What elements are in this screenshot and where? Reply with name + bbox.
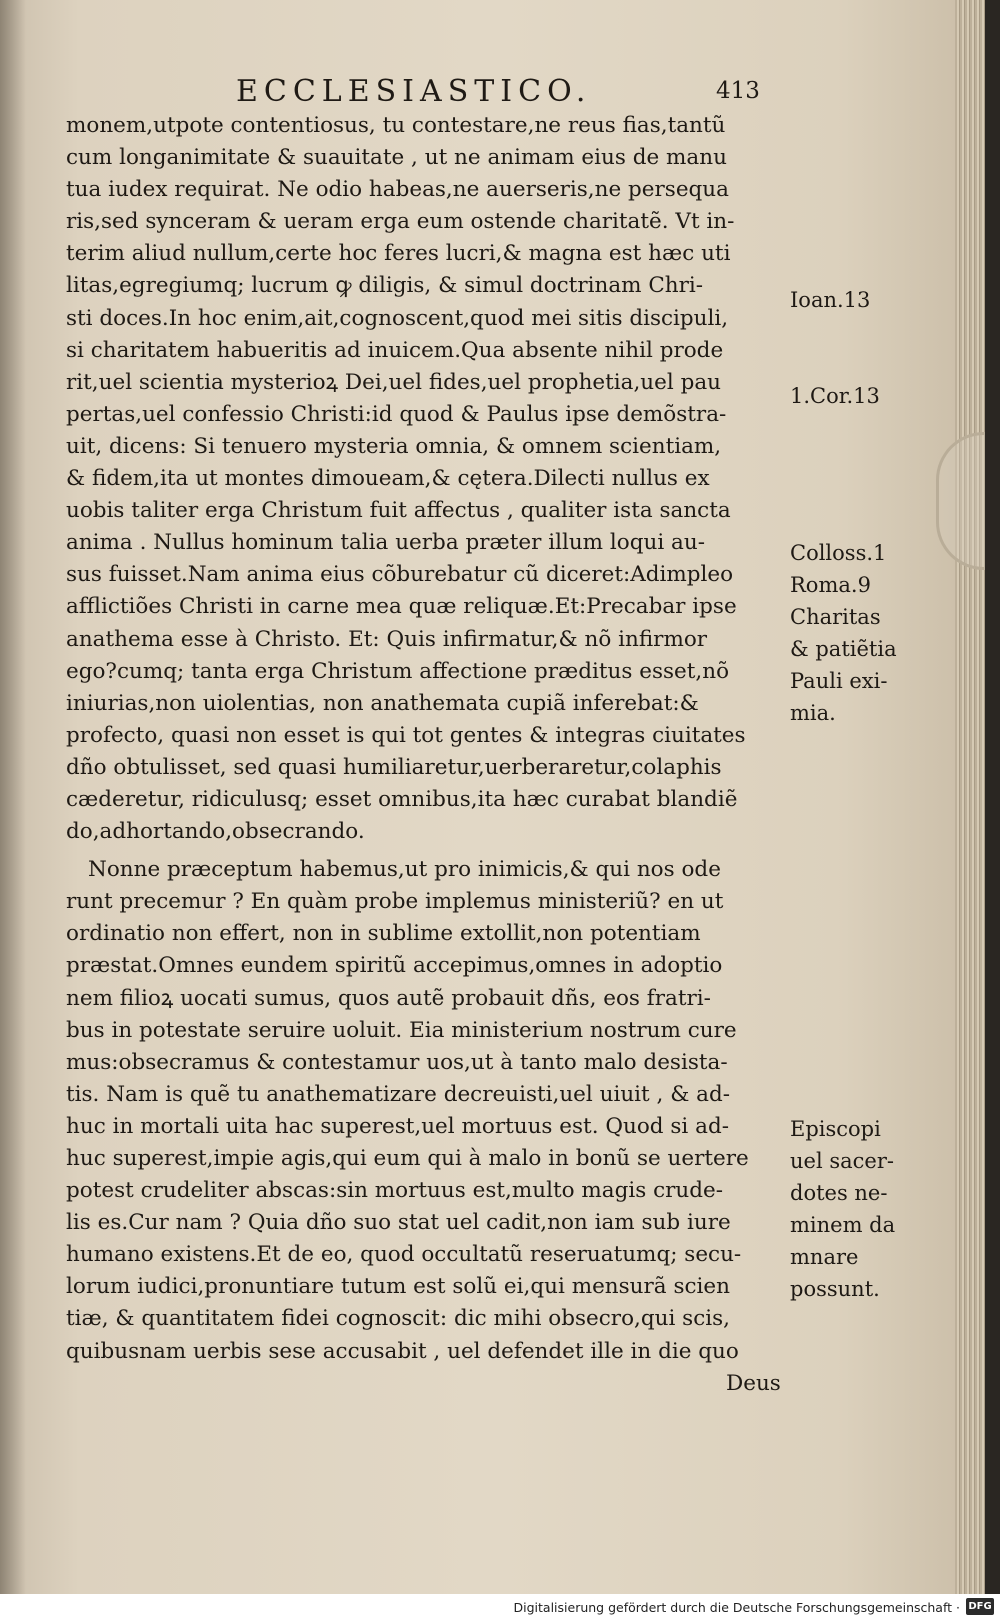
text-line: terim aliud nullum,certe hoc feres lucri,& magna est hæc uti bbox=[66, 241, 731, 267]
book-clasp bbox=[936, 432, 985, 570]
page-edge-stack bbox=[955, 0, 985, 1594]
text-line: potest crudeliter abscas:sin mortuus est,multo magis crude- bbox=[66, 1178, 723, 1204]
page-header bbox=[236, 74, 796, 114]
text-line: humano existens.Et de eo, quod occultatũ reseruatumq; secu- bbox=[66, 1242, 742, 1268]
text-line: anathema esse à Christo. Et: Quis infirmatur,& nõ infirmor bbox=[66, 626, 708, 652]
text-line: rit,uel scientia mysterioꝝ Dei,uel fides,uel prophetia,uel pau bbox=[66, 369, 722, 395]
text-line: mus:obsecramus & contestamur uos,ut à tanto malo desista- bbox=[66, 1049, 728, 1075]
text-line: sti doces.In hoc enim,ait,cognoscent,quod mei sitis discipuli, bbox=[66, 305, 729, 331]
text-line: tis. Nam is quẽ tu anathematizare decreuisti,uel uiuit , & ad- bbox=[66, 1081, 731, 1107]
text-line: & fidem,ita ut montes dimoueam,& cętera.Dilecti nullus ex bbox=[66, 466, 710, 492]
text-line: iniurias,non uiolentias, non anathemata cupiã inferebat:& bbox=[66, 690, 699, 716]
text-line: si charitatem habueritis ad inuicem.Qua absente nihil prode bbox=[66, 337, 724, 363]
text-line: ordinatio non effert, non in sublime extollit,non potentiam bbox=[66, 921, 701, 947]
text-line: dño obtulisset, sed quasi humiliaretur,uerberaretur,colaphis bbox=[66, 754, 722, 780]
margin-note-possunt: possunt. bbox=[790, 1277, 880, 1301]
text-line: huc superest,impie agis,qui eum qui à malo in bonũ se uertere bbox=[66, 1146, 749, 1171]
margin-note-cor: 1.Cor.13 bbox=[790, 384, 880, 408]
margin-note-minem: minem da bbox=[790, 1213, 896, 1237]
text-line: litas,egregiumq; lucrum ꝙ diligis, & simul doctrinam Chri- bbox=[66, 273, 704, 299]
text-line: pertas,uel confessio Christi:id quod & Paulus ipse demõstra- bbox=[66, 401, 727, 427]
funding-credit: Digitalisierung gefördert durch die Deutsche Forschungsgemeinschaft · bbox=[513, 1600, 960, 1615]
margin-note-charitas: Charitas bbox=[790, 605, 881, 629]
text-line: lis es.Cur nam ? Quia dño suo stat uel cadit,non iam sub iure bbox=[66, 1210, 731, 1236]
text-line: lorum iudici,pronuntiare tutum est solũ ei,qui mensurã scien bbox=[66, 1274, 730, 1300]
text-line: quibusnam uerbis sese accusabit , uel defendet ille in die quo bbox=[66, 1338, 739, 1364]
text-line: ego?cumq; tanta erga Christum affectione præditus esset,nõ bbox=[66, 658, 730, 684]
running-title: ECCLESIASTICO. bbox=[236, 74, 592, 109]
text-line: cæderetur, ridiculusq; esset omnibus,ita hæc curabat blandiẽ bbox=[66, 786, 738, 812]
text-line: uobis taliter erga Christum fuit affectus , qualiter ista sancta bbox=[66, 498, 731, 524]
text-line: nem filioꝝ uocati sumus, quos autẽ probauit dñs, eos fratri- bbox=[66, 985, 711, 1011]
text-line: tiæ, & quantitatem fidei cognoscit: dic mihi obsecro,qui scis, bbox=[66, 1306, 730, 1332]
catchword: Deus bbox=[726, 1370, 781, 1396]
text-line: sus fuisset.Nam anima eius cõburebatur cũ diceret:Adimpleo bbox=[66, 562, 734, 588]
text-line: huc in mortali uita hac superest,uel mortuus est. Quod si ad- bbox=[66, 1113, 729, 1139]
text-line: præstat.Omnes eundem spiritũ accepimus,omnes in adoptio bbox=[66, 953, 723, 979]
text-line: cum longanimitate & suauitate , ut ne animam eius de manu bbox=[66, 145, 727, 171]
text-line: tua iudex requirat. Ne odio habeas,ne auerseris,ne persequa bbox=[66, 177, 729, 203]
text-line: bus in potestate seruire uoluit. Eia ministerium nostrum cure bbox=[66, 1017, 737, 1043]
main-text bbox=[66, 110, 826, 1400]
text-line: anima . Nullus hominum talia uerba præter illum loqui au- bbox=[66, 530, 705, 556]
margin-note-coloss: Colloss.1 bbox=[790, 541, 887, 565]
text-line: runt precemur ? En quàm probe implemus ministeriũ? en ut bbox=[66, 889, 724, 915]
margin-note-pauli: Pauli exi- bbox=[790, 669, 888, 693]
margin-note-mia: mia. bbox=[790, 701, 836, 725]
footer-bar bbox=[0, 1594, 1000, 1621]
text-line: profecto, quasi non esset is qui tot gentes & integras ciuitates bbox=[66, 722, 746, 748]
margin-note-dotes: dotes ne- bbox=[790, 1181, 888, 1205]
dfg-logo-icon: DFG bbox=[966, 1598, 994, 1615]
text-line: ris,sed synceram & ueram erga eum ostende charitatẽ. Vt in- bbox=[66, 209, 735, 235]
text-line: Nonne præceptum habemus,ut pro inimicis,& qui nos ode bbox=[88, 857, 721, 883]
margin-note-roma: Roma.9 bbox=[790, 573, 871, 597]
margin-note-episcopi: Episcopi bbox=[790, 1117, 881, 1141]
text-line: monem,utpote contentiosus, tu contestare,ne reus fias,tantũ bbox=[66, 113, 726, 138]
text-line: do,adhortando,obsecrando. bbox=[66, 819, 365, 845]
margin-note-mnare: mnare bbox=[790, 1245, 859, 1269]
page-number: 413 bbox=[716, 78, 760, 104]
text-line: uit, dicens: Si tenuero mysteria omnia, & omnem scientiam, bbox=[66, 433, 722, 459]
margin-note-ioan: Ioan.13 bbox=[790, 288, 871, 312]
margin-note-patientia: & patiẽtia bbox=[790, 637, 897, 661]
gutter-shadow bbox=[0, 0, 26, 1594]
text-line: afflictiões Christi in carne mea quæ reliquæ.Et:Precabar ipse bbox=[66, 594, 737, 620]
margin-note-sacer: uel sacer- bbox=[790, 1149, 894, 1173]
